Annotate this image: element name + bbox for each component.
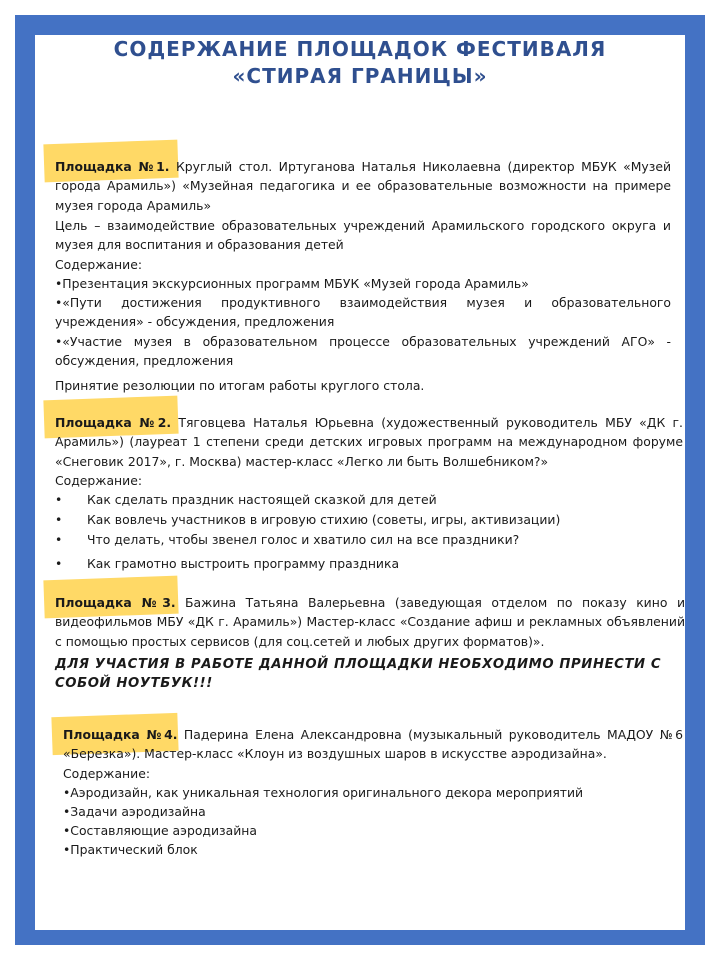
site1-item-3: •«Участие музея в образовательном процессе образовательных учреждений АГО» - обсуждения, предложения (55, 334, 671, 369)
site3-intro-text: Бажина Татьяна Валерьевна (заведующая отделом по показу кино и видеофильмов МБУ «ДК г. Арамиль») Мастер-класс «Создание афиш и рекламных объявлений с помощью простых сервисов (для соц.сетей и любых других форматов)». (55, 595, 685, 649)
site1-item-1: •Презентация экскурсионных программ МБУК «Музей города Арамиль» (55, 276, 529, 291)
site1-label: Площадка №1. (55, 159, 170, 174)
site2-label: Площадка №2. (55, 415, 172, 430)
site2-item-3-text: Что делать, чтобы звенел голос и хватило сил на все праздники? (87, 532, 520, 547)
site2-intro-text: Тяговцева Наталья Юрьевна (художественный руководитель МБУ «ДК г. Арамиль») (лауреат 1 степени среди детских игровых программ на международном форуме «Снеговик 2017», г. Москва) мастер-класс «Легко ли быть Волшебником?» (55, 415, 683, 469)
bullet-icon: • (55, 556, 63, 571)
site2-item-4-text: Как грамотно выстроить программу праздника (87, 556, 400, 571)
site4-item-2: •Задачи аэродизайна (63, 804, 206, 819)
bullet-icon: • (55, 512, 63, 527)
site3-intro (55, 593, 685, 651)
bullet-icon: • (55, 492, 63, 507)
site4-item-3: •Составляющие аэродизайна (63, 823, 257, 838)
site2-item-1-text: Как сделать праздник настоящей сказкой для детей (87, 492, 437, 507)
bullet-icon: • (55, 532, 63, 547)
site3-label: Площадка №3. (55, 595, 176, 610)
site2-intro (55, 413, 683, 471)
site4-item-4: •Практический блок (63, 842, 198, 857)
site2-item-3 (55, 530, 519, 549)
page-title-line1: СОДЕРЖАНИЕ ПЛОЩАДОК ФЕСТИВАЛЯ (113, 37, 607, 61)
site1-content-label: Содержание: (55, 257, 142, 272)
site2-item-1 (55, 490, 437, 509)
site2-item-2-text: Как вовлечь участников в игровую стихию (советы, игры, активизации) (87, 512, 561, 527)
site1-resolution: Принятие резолюции по итогам работы круглого стола. (55, 378, 425, 393)
site4-intro-text: Падерина Елена Александровна (музыкальный руководитель МАДОУ №6 «Березка»). Мастер-класс «Клоун из воздушных шаров в искусстве аэродизайна». (63, 727, 683, 762)
site1-intro (55, 157, 671, 215)
site1-item-2: •«Пути достижения продуктивного взаимодействия музея и образовательного учреждения» - обсуждения, предложения (55, 295, 671, 330)
site3-warning: ДЛЯ УЧАСТИЯ В РАБОТЕ ДАННОЙ ПЛОЩАДКИ НЕОБХОДИМО ПРИНЕСТИ С СОБОЙ НОУТБУК!!! (55, 657, 662, 691)
page-title-line2: «СТИРАЯ ГРАНИЦЫ» (232, 64, 488, 88)
site2-item-4 (55, 554, 399, 573)
site4-intro (63, 725, 683, 764)
site1-goal: Цель – взаимодействие образовательных учреждений Арамильского городского округа и музея для воспитания и образования детей (55, 218, 671, 253)
site4-content-label: Содержание: (63, 766, 150, 781)
site4-item-1: •Аэродизайн, как уникальная технология оригинального декора мероприятий (63, 785, 584, 800)
site1-intro-text: Круглый стол. Иртуганова Наталья Николаевна (директор МБУК «Музей города Арамиль») «Музейная педагогика и ее образовательные возможности на примере музея города Арамиль» (55, 159, 671, 213)
site4-label: Площадка №4. (63, 727, 178, 742)
site2-item-2 (55, 510, 560, 529)
site2-content-label: Содержание: (55, 473, 142, 488)
